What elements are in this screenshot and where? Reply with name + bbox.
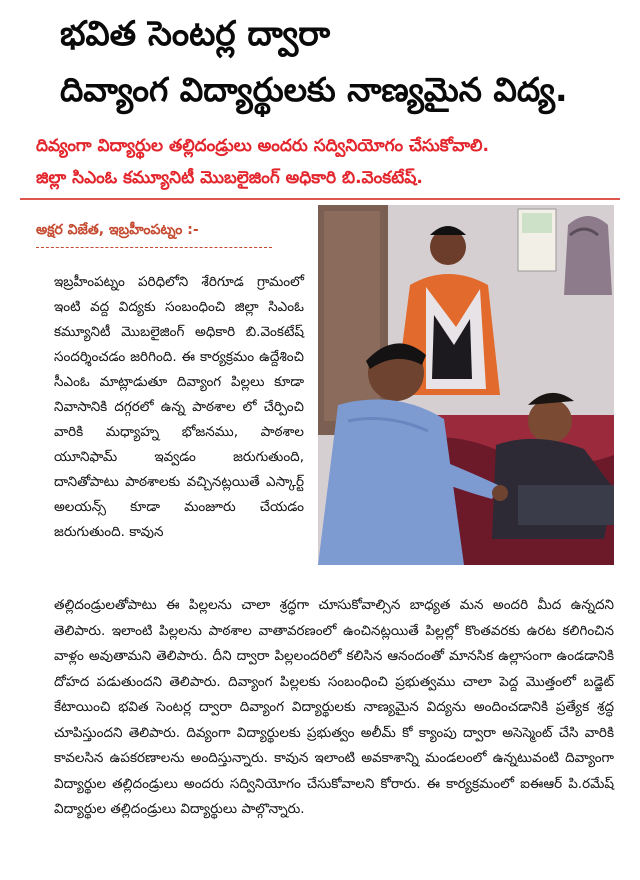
subheadline-line-2: జిల్లా సిఎంఓ కమ్యూనిటీ మొబలైజింగ్ అధికారి బి.వెంకటేష్. [36,168,423,188]
byline-underline [36,247,272,248]
headline-line-1: భవిత సెంటర్ల ద్వారా [60,14,331,54]
headline-line-2: దివ్యాంగ విద్యార్థులకు నాణ్యమైన విద్య. [60,70,568,109]
article-lead-text: ఇబ్రహీంపట్నం పరిధిలోని శేరిగూడ గ్రామంలో ఇంటి వద్ద విద్యకు సంబంధించి జిల్లా సిఎంఓ కమ్యూనిటీ మొబలైజింగ్ అధికారి బి.వెంకటేష్ సందర్శించడం జరిగింది. ఈ కార్యక్రమం ఉద్దేశించి సీఎంఓ మాట్లాడుతూ దివ్యాంగ పిల్లలు కూడా నివాసానికి దగ్గరలో ఉన్న పాఠశాల లో చేర్పించి వారికి మధ్యాహ్న భోజనము, పాఠశాల యూనిఫామ్ ఇవ్వడం జరుగుతుంది, దానితోపాటు పాఠశాలకు వచ్చినట్లయితే ఎస్కార్ట్ అలయన్స్ కూడా మంజూరు చేయడం జరుగుతుంది. కావున [54,274,304,540]
subheadline-line-1: దివ్యంగా విద్యార్థుల తల్లిదండ్రులు అందరు సద్వినియోగం చేసుకోవాలి. [36,136,489,156]
article-body [54,593,614,823]
section-divider [20,198,620,200]
article-lead-column [54,270,304,545]
photo-illustration [318,205,614,565]
byline: అక్షర విజేత, ఇబ్రహీంపట్నం :- [36,222,199,238]
news-photo [318,205,614,565]
article-body-text: తల్లిదండ్రులతోపాటు ఈ పిల్లలను చాలా శ్రద్ధగా చూసుకోవాల్సిన బాధ్యత మన అందరి మీద ఉన్నదని తెలిపారు. ఇలాంటి పిల్లలను పాఠశాల వాతావరణంలో ఉంచినట్లయితే పిల్లల్లో కొంతవరకు ఉరట కలిగించిన వాళ్లం అవుతామని తెలిపారు. దీని ద్వారా పిల్లలందరిలో కలిసిన ఆనందంతో మానసిక ఉల్లాసంగా ఉండడానికి దోహద పడుతుందని తెలిపారు. దివ్యాంగ పిల్లలకు సంబంధించి ప్రభుత్వము చాలా పెద్ద మొత్తంలో బడ్జెట్ కేటాయించి భవిత సెంటర్ల ద్వారా దివ్యాంగ విద్యార్థులకు నాణ్యమైన విద్యను అందించడానికి ప్రత్యేక శ్రద్ధ చూపిస్తుందని తెలిపారు. దివ్యంగా విద్యార్థులకు ప్రభుత్వం అలీమ్ కో క్యాంపు ద్వారా అసెస్మెంట్ చేసి వారికి కావలసిన ఉపకరణాలను అందిస్తున్నారు. కావున ఇలాంటి అవకాశాన్ని మండలంలో ఉన్నటువంటి దివ్యాంగా విద్యార్థుల తల్లిదండ్రులు అందరు సద్వినియోగం చేసుకోవాలని కోరారు. ఈ కార్యక్రమంలో ఐఈఆర్ పి.రమేష్ విద్యార్థుల తల్లిదండ్రులు విద్యార్థులు పాల్గొన్నారు. [54,597,614,817]
